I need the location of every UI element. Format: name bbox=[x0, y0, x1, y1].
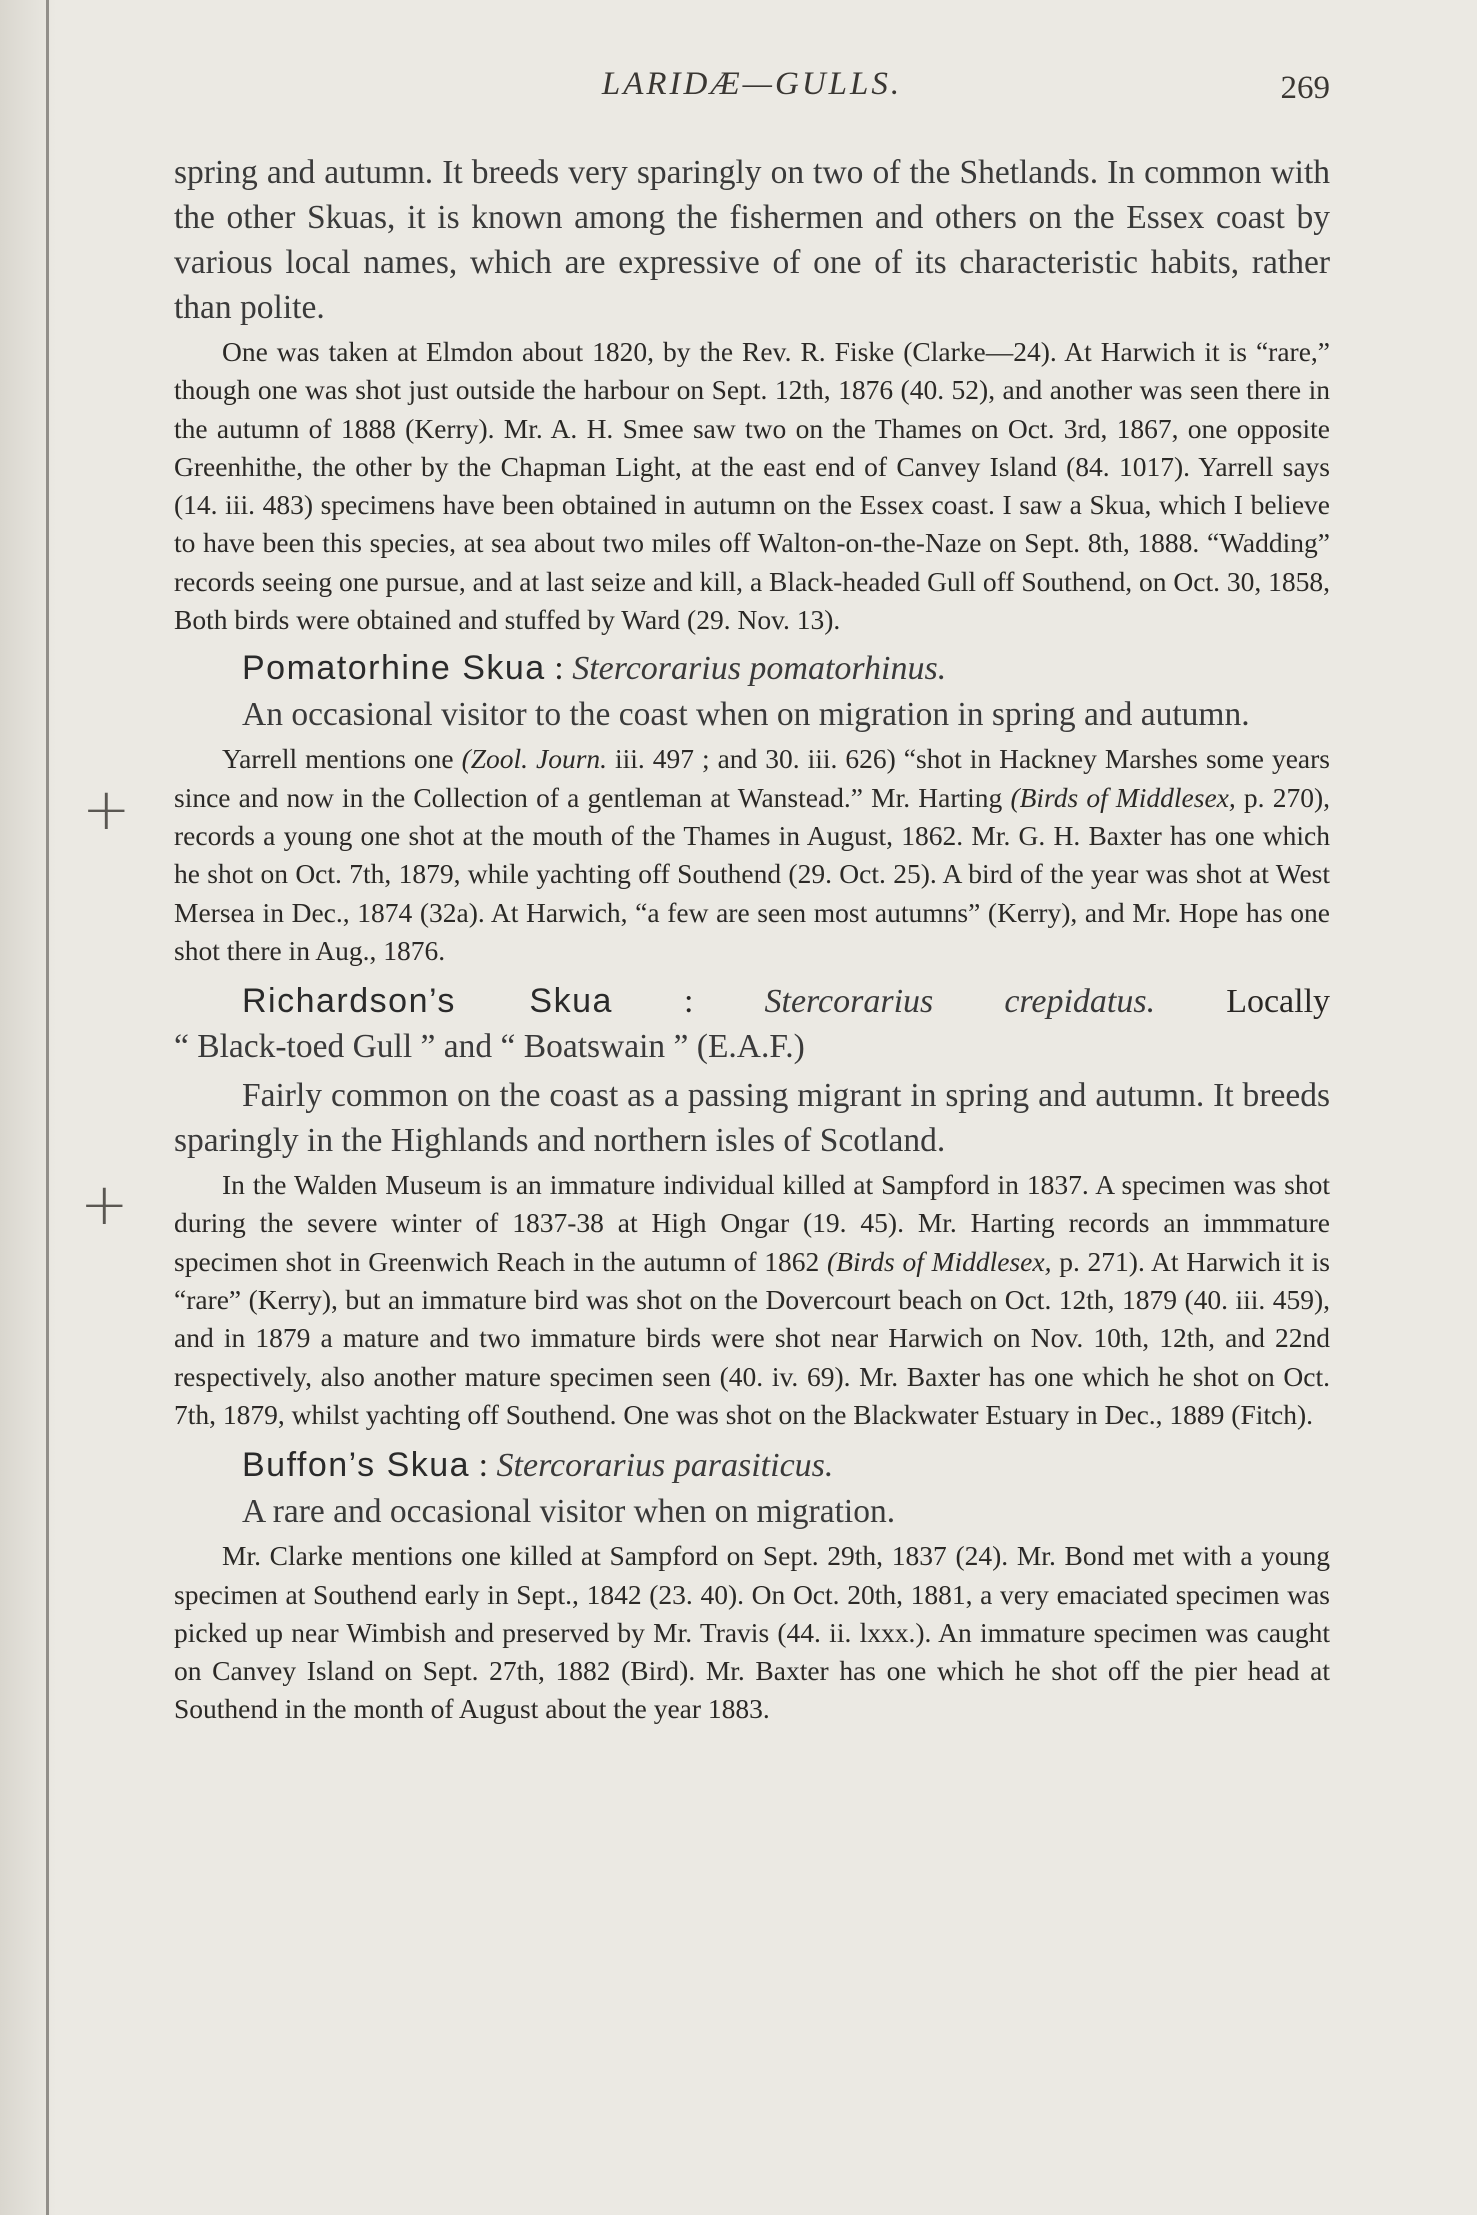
pomatorhine-body-ref-2: (Birds of Middlesex, bbox=[1010, 781, 1236, 813]
buffon-separator: : bbox=[470, 1447, 497, 1485]
buffon-heading bbox=[174, 1442, 1330, 1489]
pomatorhine-body-part-2: iii. 497 ; and 30. iii. 626) “shot in Hackney Marshes some years since and now in the Collection of a gentleman at Wanstead.” Mr. Harting bbox=[174, 743, 1330, 813]
pomatorhine-lead-paragraph: An occasional visitor to the coast when on migration in spring and autumn. bbox=[242, 696, 1250, 734]
intro-lead-paragraph: spring and autumn. It breeds very sparingly on two of the Shetlands. In common with the other Skuas, it is known among the fishermen and others on the Essex coast by various local names, which are expressive of one of its characteristic habits, rather than polite. bbox=[174, 154, 1330, 326]
intro-body-paragraph: One was taken at Elmdon about 1820, by the Rev. R. Fiske (Clarke—24). At Harwich it is “rare,” though one was shot just outside the harbour on Sept. 12th, 1876 (40. 52), and another was seen there in the autumn of 1888 (Kerry). Mr. A. H. Smee saw two on the Thames on Oct. 3rd, 1867, one opposite Greenhithe, the other by the Chapman Light, at the east end of Canvey Island (84. 1017). Yarrell says (14. iii. 483) specimens have been obtained in autumn on the Essex coast. I saw a Skua, which I believe to have been this species, at sea about two miles off Walton-on-the-Naze on Sept. 8th, 1888. “Wadding” records seeing one pursue, and at last seize and kill, a Black-headed Gull off Southend, on Oct. 30, 1858, Both birds were obtained and stuffed by Ward (29. Nov. 13). bbox=[174, 336, 1330, 636]
richardson-body-part-1: In the Walden Museum is an immature individual killed at Sampford in 1837. A specimen was shot during the severe winter of 1837-38 at High Ongar (19. 45). Mr. Harting records an immmature specimen shot in Greenwich Reach in the autumn of 1862 bbox=[174, 1169, 1330, 1277]
buffon-common-name: Buffon’s Skua bbox=[242, 1446, 471, 1485]
richardson-latin-name: Stercorarius crepidatus. bbox=[764, 983, 1156, 1021]
margin-mark-2: + bbox=[80, 1170, 129, 1238]
running-head bbox=[174, 60, 1330, 120]
page-gutter bbox=[0, 0, 56, 2215]
richardson-heading bbox=[174, 978, 1330, 1025]
pomatorhine-body-part-3: p. 270), records a young one shot at the mouth of the Thames in August, 1862. Mr. G. H. Baxter has one which he shot on Oct. 7th, 1879, while yachting off Southend (29. Oct. 25). A bird of the year was shot at West Mersea in Dec., 1874 (32a). At Harwich, “a few are seen most autumns” (Kerry), and Mr. Hope has one shot there in Aug., 1876. bbox=[174, 781, 1330, 966]
richardson-locally: Locally bbox=[1226, 983, 1331, 1021]
richardson-body-part-2: p. 271). At Harwich it is “rare” (Kerry), but an immature bird was shot on the Dovercourt beach on Oct. 12th, 1879 (40. iii. 459), and in 1879 a mature and two immature birds were shot near Harwich on Nov. 10th, 12th, and 22nd respectively, also another mature specimen seen (40. iv. 69). Mr. Baxter has one which he shot on Oct. 7th, 1879, whilst yachting off Southend. One was shot on the Blackwater Estuary in Dec., 1889 (Fitch). bbox=[174, 1245, 1330, 1430]
pomatorhine-common-name: Pomatorhine Skua bbox=[242, 649, 546, 688]
pomatorhine-body-ref-1: (Zool. Journ. bbox=[461, 743, 608, 775]
richardson-separator: : bbox=[612, 983, 765, 1021]
richardson-body-paragraph bbox=[174, 1166, 1330, 1434]
buffon-latin-name: Stercorarius parasiticus. bbox=[496, 1447, 834, 1485]
pomatorhine-body-part-1: Yarrell mentions one bbox=[222, 743, 462, 775]
pomatorhine-body-paragraph bbox=[174, 740, 1330, 970]
pomatorhine-separator: : bbox=[545, 650, 573, 688]
buffon-body-paragraph: Mr. Clarke mentions one killed at Sampford on Sept. 29th, 1837 (24). Mr. Bond met with a young specimen at Southend early in Sept., 1842 (23. 40). On Oct. 20th, 1881, a very emaciated specimen was picked up near Wimbish and preserved by Mr. Travis (44. ii. lxxx.). An immature specimen was caught on Canvey Island on Sept. 27th, 1882 (Bird). Mr. Baxter has one which he shot off the pier head at Southend in the month of August about the year 1883. bbox=[174, 1540, 1330, 1725]
buffon-lead-paragraph: A rare and occasional visitor when on migration. bbox=[242, 1493, 896, 1531]
richardson-common-name: Richardson’s Skua bbox=[242, 982, 613, 1021]
running-title: LARIDÆ—GULLS. bbox=[601, 66, 903, 102]
page-number: 269 bbox=[1280, 70, 1330, 106]
pomatorhine-heading bbox=[174, 645, 1330, 692]
page-text bbox=[174, 60, 1330, 1729]
pomatorhine-latin-name: Stercorarius pomatorhinus. bbox=[572, 650, 947, 688]
margin-mark-1: + bbox=[82, 775, 131, 843]
richardson-body-ref: (Birds of Middlesex, bbox=[827, 1245, 1052, 1277]
richardson-local-names: “ Black-toed Gull ” and “ Boatswain ” (E.A.F.) bbox=[174, 1028, 805, 1066]
richardson-lead-paragraph: Fairly common on the coast as a passing migrant in spring and autumn. It breeds sparingly in the Highlands and northern isles of Scotland. bbox=[174, 1077, 1330, 1160]
